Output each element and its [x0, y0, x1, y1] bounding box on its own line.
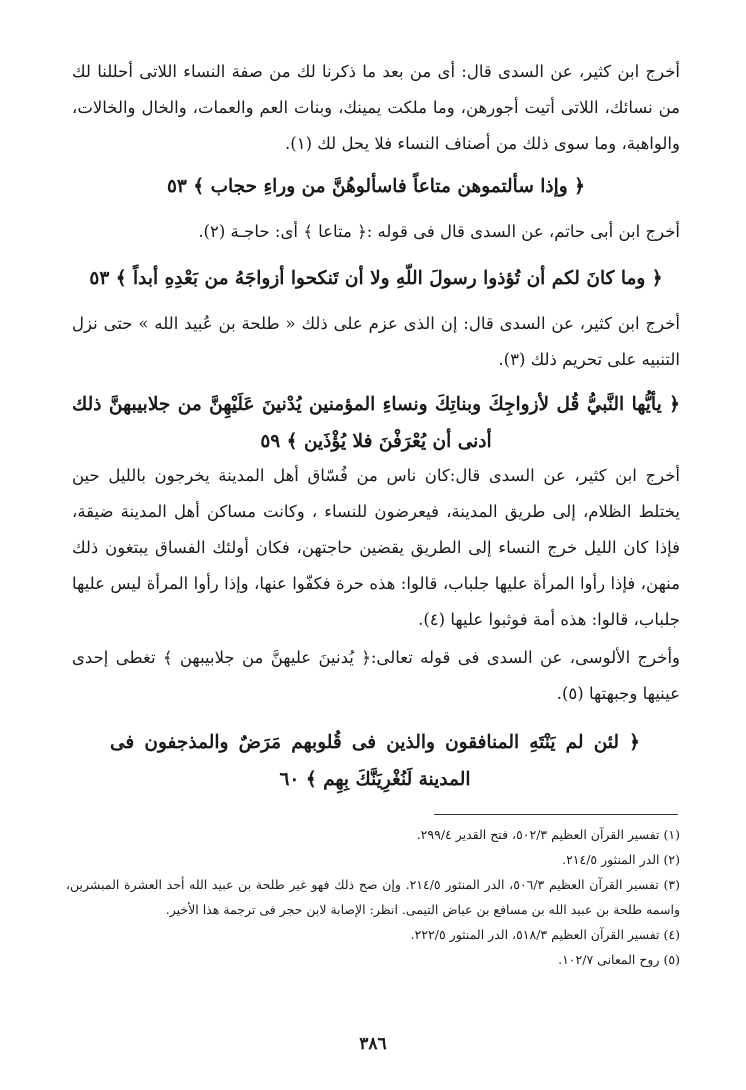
footnote-3	[66, 872, 680, 922]
paragraph-text: أخرج ابن كثير، عن السدى قال: إن الذى عزم على ذلك « طلحة بن عُبيد الله » حتى نزل التنبيه على تحريم ذلك (٣).	[72, 314, 680, 369]
footnote-2	[66, 847, 680, 872]
paragraph-4	[72, 458, 680, 638]
footnote-4	[66, 922, 680, 947]
footnote-number: (١)	[663, 827, 680, 842]
paragraph-3	[72, 306, 680, 378]
verse-1	[72, 168, 680, 205]
footnote-divider	[434, 814, 678, 815]
verse-2	[72, 260, 680, 297]
paragraph-text: أخرج ابن أبى حاتم، عن السدى قال فى قوله :﴿ متاعا ﴾ أى: حاجـة (٢).	[198, 222, 680, 241]
paragraph-5	[72, 640, 680, 712]
footnote-number: (٥)	[663, 952, 680, 967]
quran-verse: ﴿ وإذا سألتموهن متاعاً فاسألوهُنَّ من وراءِ حجاب ﴾ ٥٣	[166, 176, 585, 197]
footnote-text: تفسير القرآن العظيم ٥٠٢/٣، فتح القدير ٢٩٩/٤.	[416, 827, 660, 842]
paragraph-2	[72, 214, 680, 250]
paragraph-text: وأخرج الألوسى، عن السدى فى قوله تعالى:﴿ يُدنينَ عليهنَّ من جلابيبهن ﴾ تغطى إحدى عينيها وجبهتها (٥).	[72, 648, 680, 703]
paragraph-text: أخرج ابن كثير، عن السدى قال:كان ناس من فُسّاق أهل المدينة يخرجون بالليل حين يختلط الظلام، إلى طريق المدينة، فيعرضون للنساء ، وكانت مساكن أهل المدينة ضيقة، فإذا كان الليل خرج النساء إلى الطريق يقضين حاجتهن، فكان أولئك الفساق يبتغون ذلك منهن، فإذا رأوا المرأة عليها جلباب، قالوا: هذه حرة فكفّوا عنها، وإذا رأوا المرأة ليس عليها جلباب، قالوا: هذه أمة فوثبوا عليها (٤).	[72, 466, 680, 629]
paragraph-1	[72, 54, 680, 162]
footnote-1	[66, 822, 680, 847]
footnote-text: تفسير القرآن العظيم ٥١٨/٣، الدر المنثور ٢٢٢/٥.	[410, 927, 660, 942]
footnote-number: (٢)	[663, 852, 680, 867]
footnote-number: (٤)	[663, 927, 680, 942]
footnote-text: تفسير القرآن العظيم ٥٠٦/٣، الدر المنثور ٢١٤/٥. وإن صح ذلك فهو غير طلحة بن عبيد الله أحد العشرة المبشرين، واسمه طلحة بن عبيد الله بن مسافع بن عياض التيمى. انظر: الإصابة لابن حجر فى ترجمة هذا الأخير.	[66, 877, 680, 917]
footnote-text: روح المعانى ١٠٢/٧.	[558, 952, 660, 967]
verse-4	[110, 724, 640, 798]
footnote-text: الدر المنثور ٢١٤/٥.	[562, 852, 660, 867]
footnote-number: (٣)	[663, 877, 680, 892]
quran-verse: ﴿ يأيُّها النَّبيُّ قُل لأزواجِكَ وبناتِكَ ونساءِ المؤمنين يُدْنينَ عَلَيْهِنَّ من جلابيبهنَّ ذلك أدنى أن يُعْرَفْنَ فلا يُؤْذَين ﴾ ٥٩	[72, 394, 680, 452]
paragraph-text: أخرج ابن كثير، عن السدى قال: أى من بعد ما ذكرنا لك من صفة النساء اللاتى أحللنا لك من نسائك، اللاتى أتيت أجورهن، وما ملكت يمينك، وبنات العم والعمات، والخال والخالات، والواهبة، وما سوى ذلك من أصناف النساء فلا يحل لك (١).	[72, 62, 680, 153]
quran-verse: ﴿ لئن لم يَنْتَهِ المنافقون والذين فى قُلوبهم مَرَضٌ والمذجفون فى المدينة لَنُغْرِيَنَّكَ بِهِم ﴾ ٦٠	[110, 732, 640, 790]
page-number: ٣٨٦	[359, 1034, 387, 1054]
verse-3	[72, 386, 680, 460]
footnote-5	[66, 947, 680, 972]
quran-verse: ﴿ وما كانَ لكم أن تُؤذوا رسولَ اللّهِ ولا أن تَنكحوا أزواجَهُ من بَعْدِهِ أبداً ﴾ ٥٣	[89, 268, 663, 289]
footnotes	[66, 822, 680, 972]
